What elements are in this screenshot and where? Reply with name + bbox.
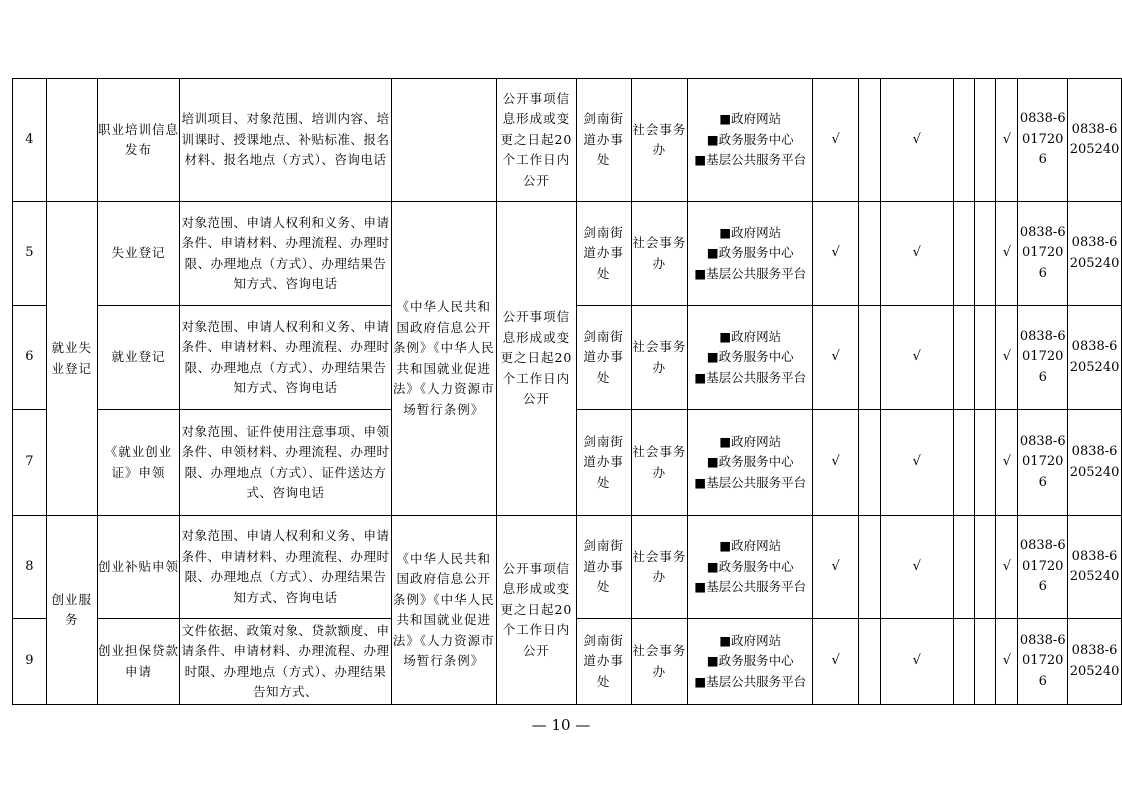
disclosure-subject: 剑南街道办事处 xyxy=(576,202,631,306)
row-number: 4 xyxy=(13,79,47,202)
check-empty xyxy=(859,410,881,516)
phone-number: 0838-6017206 xyxy=(1018,619,1068,705)
channel-item: ■基层公共服务平台 xyxy=(694,152,807,168)
page-number: — 10 — xyxy=(531,716,591,734)
phone-number: 0838-6205240 xyxy=(1068,619,1122,705)
phone-number: 0838-6017206 xyxy=(1018,410,1068,516)
disclosure-subject: 剑南街道办事处 xyxy=(576,619,631,705)
responsible-dept: 社会事务办 xyxy=(631,202,688,306)
category-cell xyxy=(46,79,97,202)
check-empty xyxy=(953,306,974,410)
item-name: 创业补贴申领 xyxy=(97,516,180,619)
row-number: 6 xyxy=(13,306,47,410)
check-mark: √ xyxy=(813,306,859,410)
channel-item: ■政务服务中心 xyxy=(706,653,794,669)
check-empty xyxy=(974,79,996,202)
check-empty xyxy=(859,619,881,705)
channel-item: ■政务服务中心 xyxy=(706,245,794,261)
disclosure-table xyxy=(12,78,1122,705)
check-mark: √ xyxy=(813,410,859,516)
check-mark: √ xyxy=(880,202,953,306)
check-mark: √ xyxy=(880,516,953,619)
check-empty xyxy=(974,306,996,410)
category-label: 创业服务 xyxy=(46,516,97,705)
disclosure-content: 对象范围、申请人权利和义务、申请条件、申请材料、办理流程、办理时限、办理地点（方式）、办理结果告知方式、咨询电话 xyxy=(180,306,391,410)
phone-number: 0838-6017206 xyxy=(1018,306,1068,410)
responsible-dept: 社会事务办 xyxy=(631,306,688,410)
channel-item: ■政务服务中心 xyxy=(706,349,794,365)
check-empty xyxy=(953,202,974,306)
disclosure-time: 公开事项信息形成或变更之日起20个工作日内公开 xyxy=(497,516,577,705)
check-empty xyxy=(974,619,996,705)
channel-item: ■基层公共服务平台 xyxy=(694,579,807,595)
channel-item: ■政府网站 xyxy=(719,433,782,449)
channel-item: ■政务服务中心 xyxy=(706,558,794,574)
check-mark: √ xyxy=(996,306,1018,410)
channel-item: ■政府网站 xyxy=(719,328,782,344)
item-name: 职业培训信息发布 xyxy=(97,79,180,202)
disclosure-channels xyxy=(688,79,813,202)
check-empty xyxy=(859,79,881,202)
channel-item: ■基层公共服务平台 xyxy=(694,369,807,385)
row-number: 5 xyxy=(13,202,47,306)
disclosure-content: 培训项目、对象范围、培训内容、培训课时、授课地点、补贴标准、报名材料、报名地点（方式）、咨询电话 xyxy=(180,79,391,202)
phone-number: 0838-6017206 xyxy=(1018,516,1068,619)
responsible-dept: 社会事务办 xyxy=(631,516,688,619)
channel-item: ■政府网站 xyxy=(719,111,782,127)
item-name: 创业担保贷款申请 xyxy=(97,619,180,705)
disclosure-content: 对象范围、申请人权利和义务、申请条件、申请材料、办理流程、办理时限、办理地点（方式）、办理结果告知方式、咨询电话 xyxy=(180,516,391,619)
disclosure-subject: 剑南街道办事处 xyxy=(576,410,631,516)
phone-number: 0838-6205240 xyxy=(1068,410,1122,516)
check-mark: √ xyxy=(996,202,1018,306)
check-empty xyxy=(974,516,996,619)
table-row xyxy=(13,79,1122,202)
check-empty xyxy=(953,619,974,705)
disclosure-channels xyxy=(688,410,813,516)
responsible-dept: 社会事务办 xyxy=(631,410,688,516)
phone-number: 0838-6017206 xyxy=(1018,202,1068,306)
check-mark: √ xyxy=(813,79,859,202)
channel-item: ■政府网站 xyxy=(719,632,782,648)
row-number: 9 xyxy=(13,619,47,705)
check-empty xyxy=(953,516,974,619)
check-mark: √ xyxy=(813,202,859,306)
check-mark: √ xyxy=(880,619,953,705)
disclosure-time: 公开事项信息形成或变更之日起20个工作日内公开 xyxy=(497,202,577,516)
disclosure-basis: 《中华人民共和国政府信息公开条例》《中华人民共和国就业促进法》《人力资源市场暂行条例》 xyxy=(391,202,497,516)
row-number: 8 xyxy=(13,516,47,619)
channel-item: ■政务服务中心 xyxy=(706,454,794,470)
check-empty xyxy=(859,202,881,306)
phone-number: 0838-6205240 xyxy=(1068,306,1122,410)
disclosure-basis: 《中华人民共和国政府信息公开条例》《中华人民共和国就业促进法》《人力资源市场暂行条例》 xyxy=(391,516,497,705)
responsible-dept: 社会事务办 xyxy=(631,619,688,705)
channel-item: ■基层公共服务平台 xyxy=(694,474,807,490)
check-mark: √ xyxy=(880,306,953,410)
check-mark: √ xyxy=(996,79,1018,202)
channel-item: ■政务服务中心 xyxy=(706,131,794,147)
disclosure-channels xyxy=(688,516,813,619)
disclosure-content: 文件依据、政策对象、贷款额度、申请条件、申请材料、办理流程、办理时限、办理地点（方式）、办理结果告知方式、 xyxy=(180,619,391,705)
check-mark: √ xyxy=(880,79,953,202)
channel-item: ■政府网站 xyxy=(719,224,782,240)
check-empty xyxy=(953,410,974,516)
category-label: 就业失业登记 xyxy=(46,202,97,516)
check-mark: √ xyxy=(996,619,1018,705)
check-empty xyxy=(953,79,974,202)
phone-number: 0838-6017206 xyxy=(1018,79,1068,202)
disclosure-content: 对象范围、证件使用注意事项、申领条件、申领材料、办理流程、办理时限、办理地点（方式）、证件送达方式、咨询电话 xyxy=(180,410,391,516)
check-mark: √ xyxy=(880,410,953,516)
check-empty xyxy=(974,410,996,516)
row-number: 7 xyxy=(13,410,47,516)
disclosure-time: 公开事项信息形成或变更之日起20个工作日内公开 xyxy=(497,79,577,202)
disclosure-subject: 剑南街道办事处 xyxy=(576,516,631,619)
responsible-dept: 社会事务办 xyxy=(631,79,688,202)
check-empty xyxy=(859,306,881,410)
channel-item: ■政府网站 xyxy=(719,538,782,554)
phone-number: 0838-6205240 xyxy=(1068,516,1122,619)
phone-number: 0838-6205240 xyxy=(1068,202,1122,306)
item-name: 《就业创业证》申领 xyxy=(97,410,180,516)
check-mark: √ xyxy=(996,516,1018,619)
item-name: 就业登记 xyxy=(97,306,180,410)
disclosure-channels xyxy=(688,306,813,410)
table-row xyxy=(13,202,1122,306)
item-name: 失业登记 xyxy=(97,202,180,306)
check-mark: √ xyxy=(813,516,859,619)
check-mark: √ xyxy=(996,410,1018,516)
channel-item: ■基层公共服务平台 xyxy=(694,265,807,281)
disclosure-channels xyxy=(688,202,813,306)
disclosure-content: 对象范围、申请人权利和义务、申请条件、申请材料、办理流程、办理时限、办理地点（方式）、办理结果告知方式、咨询电话 xyxy=(180,202,391,306)
check-empty xyxy=(859,516,881,619)
phone-number: 0838-6205240 xyxy=(1068,79,1122,202)
disclosure-channels xyxy=(688,619,813,705)
table-row xyxy=(13,516,1122,619)
disclosure-subject: 剑南街道办事处 xyxy=(576,306,631,410)
disclosure-subject: 剑南街道办事处 xyxy=(576,79,631,202)
disclosure-basis xyxy=(391,79,497,202)
check-empty xyxy=(974,202,996,306)
check-mark: √ xyxy=(813,619,859,705)
channel-item: ■基层公共服务平台 xyxy=(694,673,807,689)
